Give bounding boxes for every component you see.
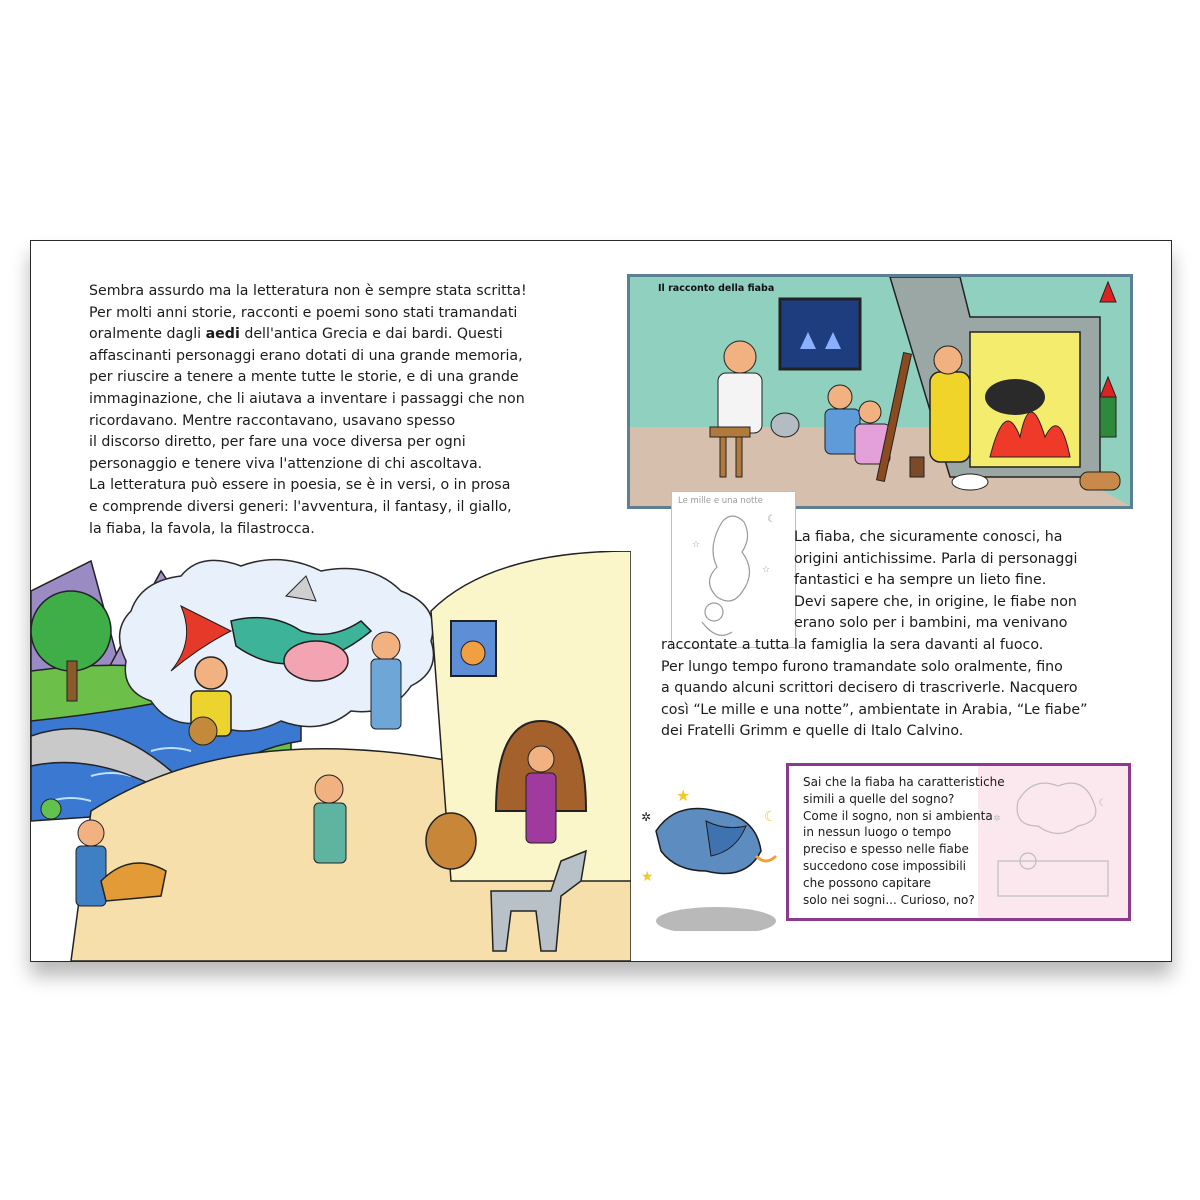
svg-text:☾: ☾ (1098, 798, 1107, 809)
flying-cat-illustration (636, 771, 786, 931)
dream-note-text: Sai che la fiaba ha caratteristiche simili a quelle del sogno? Come il sogno, non si ambienta in nessun luogo o tempo preciso e spesso nelle fiabe succedono cose impossibili che possono capitare solo nei sogni... Curioso, no? (803, 775, 1005, 907)
svg-text:☆: ☆ (692, 540, 701, 550)
svg-text:★: ★ (641, 869, 654, 885)
dream-note-box (786, 763, 1131, 921)
svg-text:✲: ✲ (641, 810, 652, 824)
fireside-scene-illustration (627, 274, 1133, 509)
aedi-term: aedi (205, 326, 240, 343)
svg-text:☆: ☆ (762, 565, 771, 575)
intro-paragraph: Sembra assurdo ma la letteratura non è sempre stata scritta! Per molti anni storie, racconti e poemi sono stati tramandati oralmente dagli aedi dell'antica Grecia e dai bardi. Questi affascinanti personaggi erano dotati di una grande memoria, per riuscire a tenere a mente tutte le storie, e di una grande immaginazione, che li aiutava a inventare i passaggi che non ricordavano. Mentre raccontavano, usavano spesso il discorso diretto, per fare una voce diversa per ogni personaggio e tenere viva l'attenzione di chi ascoltava. La letteratura può essere in poesia, se è in versi, o in prosa e comprende diversi generi: l'avventura, il fantasy, il giallo, la fiaba, la favola, la filastrocca. (89, 283, 527, 537)
book-spread (30, 240, 1172, 962)
svg-text:☾: ☾ (767, 514, 776, 525)
svg-text:✲: ✲ (993, 814, 1001, 824)
svg-text:☾: ☾ (764, 809, 777, 825)
village-scene-illustration (31, 551, 631, 961)
scene-label: Il racconto della fiaba (658, 283, 775, 294)
fireside-scene-art (630, 277, 1130, 506)
svg-text:★: ★ (676, 786, 691, 805)
fiaba-paragraph: La fiaba, che sicuramente conosci, ha origini antichissime. Parla di personaggi fantastici e ha sempre un lieto fine. Devi sapere che, in origine, le fiabe non erano solo per i bambini, ma venivano raccontate a tutta la famiglia la sera davanti al fuoco. Per lungo tempo furono tramandate solo oralmente, fino a quando alcuni scrittori decisero di trascriverle. Nacquero così “Le mille e una notte”, ambientate in Arabia, “Le fiabe” dei Fratelli Grimm e quelle di Italo Calvino. (661, 529, 1088, 740)
thumbnail-title: Le mille e una notte (678, 496, 763, 506)
